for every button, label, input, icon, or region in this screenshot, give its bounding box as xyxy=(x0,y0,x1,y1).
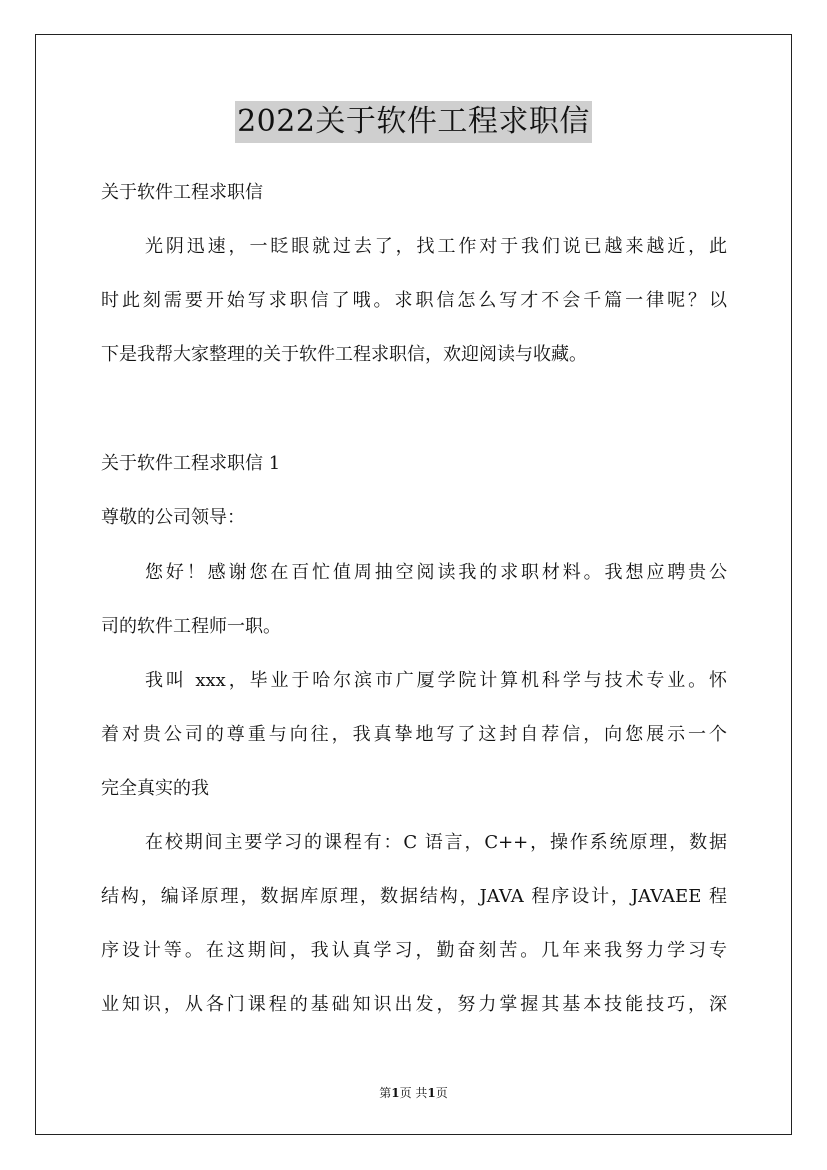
footer-page-prefix: 第 xyxy=(379,1086,392,1100)
paragraph-line: 业知识，从各门课程的基础知识出发，努力掌握其基本技能技巧，深 xyxy=(101,994,727,1015)
footer-page-suffix: 页 xyxy=(435,1086,448,1100)
section-heading: 关于软件工程求职信 1 xyxy=(101,453,281,474)
paragraph-line: 您好！感谢您在百忙值周抽空阅读我的求职材料。我想应聘贵公 xyxy=(145,562,727,583)
title-container xyxy=(0,101,827,143)
subtitle-line: 关于软件工程求职信 xyxy=(101,182,263,203)
paragraph-line: 司的软件工程师一职。 xyxy=(101,616,281,637)
footer-page-mid: 页 共 xyxy=(399,1086,428,1100)
paragraph-line: 我叫 xxx，毕业于哈尔滨市广厦学院计算机科学与技术专业。怀 xyxy=(145,670,727,691)
paragraph-line: 光阴迅速，一眨眼就过去了，找工作对于我们说已越来越近，此 xyxy=(145,236,727,257)
footer-page-current: 1 xyxy=(391,1086,400,1100)
paragraph-line: 下是我帮大家整理的关于软件工程求职信，欢迎阅读与收藏。 xyxy=(101,344,587,365)
paragraph-line: 结构，编译原理，数据库原理，数据结构，JAVA 程序设计，JAVAEE 程 xyxy=(101,886,727,907)
document-title: 2022关于软件工程求职信 xyxy=(235,101,592,143)
footer-page-total: 1 xyxy=(427,1086,436,1100)
paragraph-line: 在校期间主要学习的课程有：C 语言，C++，操作系统原理，数据 xyxy=(145,832,727,853)
paragraph-line: 着对贵公司的尊重与向往，我真挚地写了这封自荐信，向您展示一个 xyxy=(101,724,727,745)
page-footer xyxy=(0,1085,827,1101)
paragraph-line: 序设计等。在这期间，我认真学习，勤奋刻苦。几年来我努力学习专 xyxy=(101,940,727,961)
paragraph-line: 完全真实的我 xyxy=(101,778,209,799)
paragraph-line: 时此刻需要开始写求职信了哦。求职信怎么写才不会千篇一律呢？以 xyxy=(101,290,727,311)
salutation-line: 尊敬的公司领导： xyxy=(101,507,245,528)
